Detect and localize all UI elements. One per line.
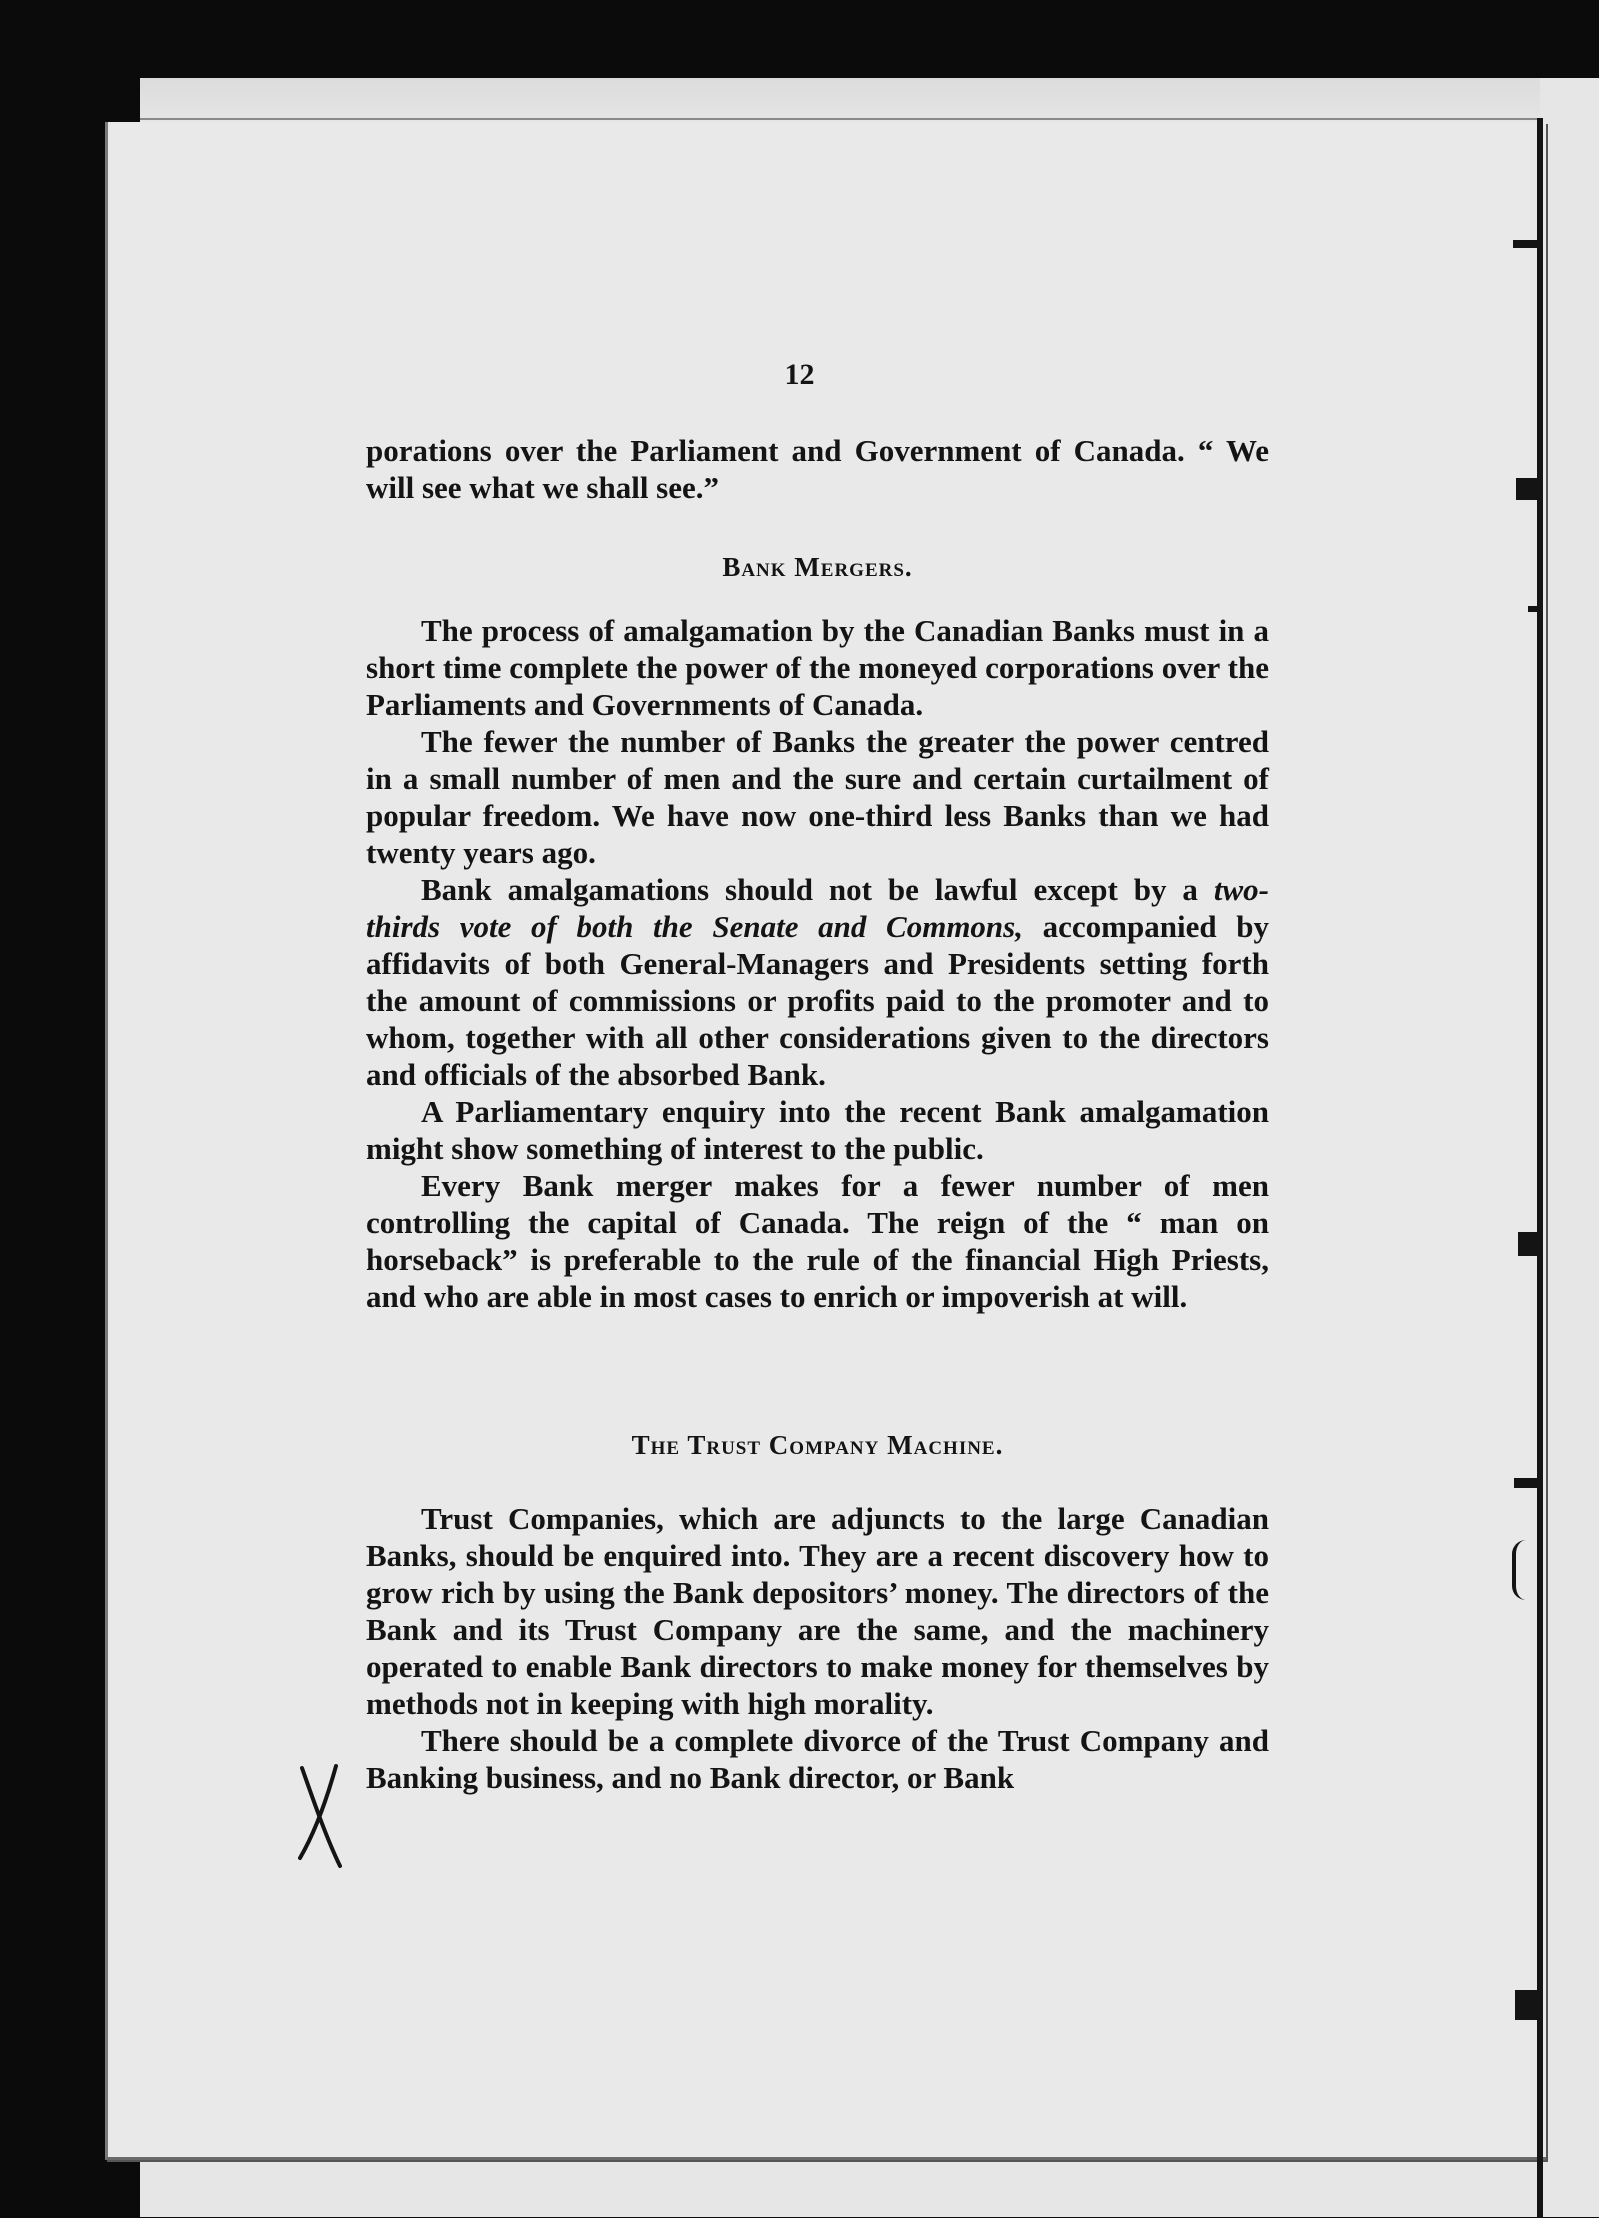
paragraph: Every Bank merger makes for a fewer number of men controlling the capital of Canada. The reign of the “ man on horseback” is preferable to the rule of the financial High Priests, and who are able in most cases to enrich or impoverish at will. — [366, 1168, 1269, 1314]
bank-mergers-text — [366, 612, 1269, 1315]
amalgamation-emphasis: two-thirds vote of both the Senate and Commons, — [366, 872, 1269, 944]
back-sheet-edge — [140, 78, 1540, 120]
page-binding-edge — [1537, 118, 1543, 2218]
heading-trust-company: The Trust Company Machine. — [631, 1430, 1004, 1460]
paragraph: A Parliamentary enquiry into the recent Bank amalgamation might show something of interest to the public. — [366, 1094, 1269, 1166]
intro-text — [366, 432, 1269, 506]
amalgamation-text-after: accompanied by affidavits of both General-Managers and Presidents setting forth the amount of commissions or profits paid to the promoter and to whom, together with all other considerations given to the directors and officials of the absorbed Bank. — [366, 909, 1269, 1092]
amalgamation-text-before: Bank amalgamations should not be lawful except by a — [421, 872, 1214, 907]
heading-bank-mergers: Bank Mergers. — [722, 552, 913, 582]
page-number: 12 — [784, 358, 815, 391]
paragraph: There should be a complete divorce of the Trust Company and Banking business, and no Bank director, or Bank — [366, 1723, 1269, 1795]
paragraph-amalgamation — [366, 871, 1269, 1093]
intro-paragraph: porations over the Parliament and Government of Canada. “ We will see what we shall see.” — [366, 433, 1269, 505]
handwritten-x-mark-icon — [296, 1762, 346, 1872]
paragraph: Trust Companies, which are adjuncts to the large Canadian Banks, should be enquired into. They are a recent discovery how to grow rich by using the Bank depositors’ money. The directors of the Bank and its Trust Company are the same, and the machinery operated to enable Bank directors to make money for themselves by methods not in keeping with high morality. — [366, 1501, 1269, 1721]
paragraph: The process of amalgamation by the Canadian Banks must in a short time complete the power of the moneyed corporations over the Parliaments and Governments of Canada. — [366, 613, 1269, 722]
trust-company-text — [366, 1500, 1269, 1796]
paragraph: The fewer the number of Banks the greater the power centred in a small number of men and the sure and certain curtailment of popular freedom. We have now one-third less Banks than we had twenty years ago. — [366, 724, 1269, 870]
